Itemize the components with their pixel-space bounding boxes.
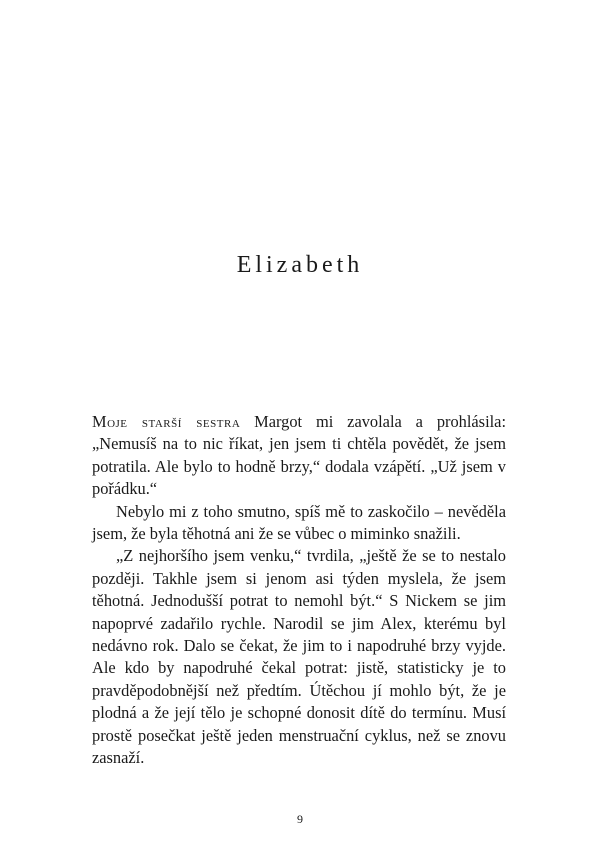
paragraph-2: Nebylo mi z toho smutno, spíš mě to zaskočilo – nevěděla jsem, že byla těhotná ani že se vůbec o miminko snažili. (92, 501, 506, 544)
paragraph-1-text: Margot mi zavolala a prohlásila: „Nemusíš na to nic říkat, jen jsem ti chtěla povědět, že jsem potratila. Ale bylo to hodně brzy,“ dodala vzápětí. „Už jsem v pořádku.“ (92, 412, 507, 499)
paragraph-1 (92, 411, 506, 501)
chapter-title: Elizabeth (236, 252, 364, 278)
body-text (92, 411, 506, 770)
paragraph-lead-smallcaps: Moje starší sestra (92, 412, 241, 431)
page-number: 9 (297, 812, 303, 826)
paragraph-3: „Z nejhoršího jsem venku,“ tvrdila, „ještě že se to nestalo později. Takhle jsem si jenom asi týden myslela, že jsem těhotná. Jednodušší potrat to nemohl být.“ S Nickem se jim napoprvé zadařilo rychle. Narodil se jim Alex, kterému byl nedávno rok. Dalo se čekat, že jim to i napodruhé brzy vyjde. Ale kdo by napodruhé čekal potrat: jistě, statisticky je to pravděpodobnější než předtím. Útěchou jí mohlo být, že je plodná a že její tělo je schopné donosit dítě do termínu. Musí prostě posečkat ještě jeden menstruační cyklus, než se znovu zasnaží. (92, 546, 506, 768)
